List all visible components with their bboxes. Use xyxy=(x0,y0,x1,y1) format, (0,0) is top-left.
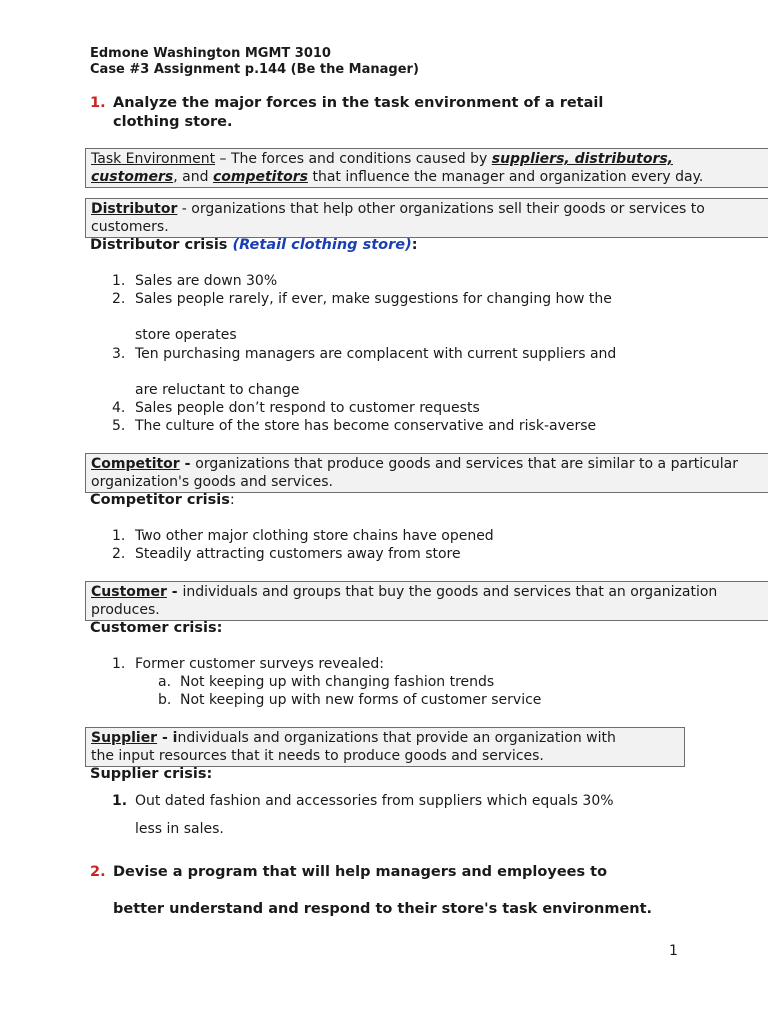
list-number: 1. xyxy=(112,656,126,672)
question-2-continuation xyxy=(90,900,652,919)
keyword-competitors: competitors xyxy=(212,169,308,185)
list-item xyxy=(112,655,384,673)
question-1 xyxy=(90,94,603,132)
question-2-number: 2. xyxy=(90,864,106,880)
list-number: 2. xyxy=(112,546,126,562)
distributor-crisis-heading xyxy=(90,236,418,254)
list-item xyxy=(112,545,461,563)
sub-list-text: Not keeping up with new forms of customer service xyxy=(180,692,542,708)
supplier-dash: - i xyxy=(157,730,178,746)
list-item-continuation: less in sales. xyxy=(135,821,224,837)
customer-crisis-heading: Customer crisis: xyxy=(90,620,223,636)
task-environment-text: – The forces and conditions caused by xyxy=(215,151,492,167)
list-number: 3. xyxy=(112,346,126,362)
distributor-crisis-label: Distributor crisis xyxy=(90,237,233,253)
sub-list-text: Not keeping up with changing fashion trends xyxy=(180,674,495,690)
customer-dash: - xyxy=(166,584,183,600)
list-item-continuation: are reluctant to change xyxy=(135,382,300,398)
keyword-suppliers-distributors: suppliers, distributors, xyxy=(491,151,674,167)
supplier-term: Supplier xyxy=(91,730,158,746)
supplier-definition xyxy=(85,727,685,767)
list-item xyxy=(112,417,596,435)
customer-def-line1: individuals and groups that buy the goods and services that an organization xyxy=(182,584,718,600)
list-text: The culture of the store has become conservative and risk-averse xyxy=(135,418,597,434)
competitor-def-line1: organizations that produce goods and services that are similar to a particular xyxy=(195,456,738,472)
customer-definition xyxy=(85,581,768,621)
list-text: Sales people don’t respond to customer requests xyxy=(135,400,480,416)
task-environment-line1 xyxy=(91,150,768,168)
list-item xyxy=(112,345,616,363)
distributor-term: Distributor xyxy=(91,201,178,217)
list-item xyxy=(112,290,612,308)
task-environment-text: that influence the manager and organization every day. xyxy=(308,169,704,185)
distributor-def-line2: customers. xyxy=(91,219,169,235)
customer-term: Customer xyxy=(91,584,167,600)
supplier-crisis-heading: Supplier crisis: xyxy=(90,766,213,782)
keyword-customers: customers xyxy=(91,169,174,185)
sub-list-item xyxy=(158,691,541,709)
task-environment-term: Task Environment xyxy=(91,151,216,167)
supplier-def-line2: the input resources that it needs to produce goods and services. xyxy=(91,748,544,764)
distributor-crisis-colon: : xyxy=(411,237,418,253)
sub-list-letter: b. xyxy=(158,692,172,708)
list-item xyxy=(112,527,494,545)
list-text: Steadily attracting customers away from store xyxy=(135,546,461,562)
task-environment-line2 xyxy=(91,168,768,186)
list-text: Ten purchasing managers are complacent with current suppliers and xyxy=(135,346,617,362)
list-number: 4. xyxy=(112,400,126,416)
competitor-def-line2: organization's goods and services. xyxy=(91,474,333,490)
question-1-line2: clothing store. xyxy=(113,114,233,130)
list-number: 1. xyxy=(112,793,128,809)
distributor-definition xyxy=(85,198,768,238)
customer-def-line2: produces. xyxy=(91,602,160,618)
task-environment-definition xyxy=(85,148,768,188)
list-number: 1. xyxy=(112,273,126,289)
sub-list-letter: a. xyxy=(158,674,172,690)
competitor-crisis-heading xyxy=(90,491,235,509)
author-course-line: Edmone Washington MGMT 3010 xyxy=(90,46,331,61)
question-1-line1: Analyze the major forces in the task environment of a retail xyxy=(113,95,604,111)
question-2-line2: better understand and respond to their store's task environment. xyxy=(113,901,653,917)
list-item xyxy=(112,399,480,417)
list-item xyxy=(112,792,614,810)
list-text: Out dated fashion and accessories from suppliers which equals 30% xyxy=(135,793,614,809)
distributor-crisis-paren: (Retail clothing store) xyxy=(232,237,412,253)
list-text: Two other major clothing store chains have opened xyxy=(135,528,494,544)
competitor-term: Competitor xyxy=(91,456,180,472)
assignment-line: Case #3 Assignment p.144 (Be the Manager) xyxy=(90,62,419,77)
task-environment-text: , and xyxy=(173,169,213,185)
list-number: 1. xyxy=(112,528,126,544)
list-number: 5. xyxy=(112,418,126,434)
question-1-number: 1. xyxy=(90,95,106,111)
competitor-crisis-label: Competitor crisis xyxy=(90,492,230,508)
competitor-definition xyxy=(85,453,768,493)
list-text: Sales people rarely, if ever, make suggestions for changing how the xyxy=(135,291,612,307)
list-text: Sales are down 30% xyxy=(135,273,278,289)
page-number: 1 xyxy=(669,943,678,959)
list-item-continuation: store operates xyxy=(135,327,237,343)
list-number: 2. xyxy=(112,291,126,307)
sub-list-item xyxy=(158,673,494,691)
distributor-def-line1: - organizations that help other organizations sell their goods or services to xyxy=(177,201,705,217)
list-text: Former customer surveys revealed: xyxy=(135,656,384,672)
question-2-line1: Devise a program that will help managers and employees to xyxy=(113,864,608,880)
supplier-def-line1: ndividuals and organizations that provide an organization with xyxy=(177,730,616,746)
competitor-dash: - xyxy=(179,456,196,472)
question-2 xyxy=(90,863,607,882)
list-item xyxy=(112,272,277,290)
competitor-crisis-colon: : xyxy=(229,492,235,508)
